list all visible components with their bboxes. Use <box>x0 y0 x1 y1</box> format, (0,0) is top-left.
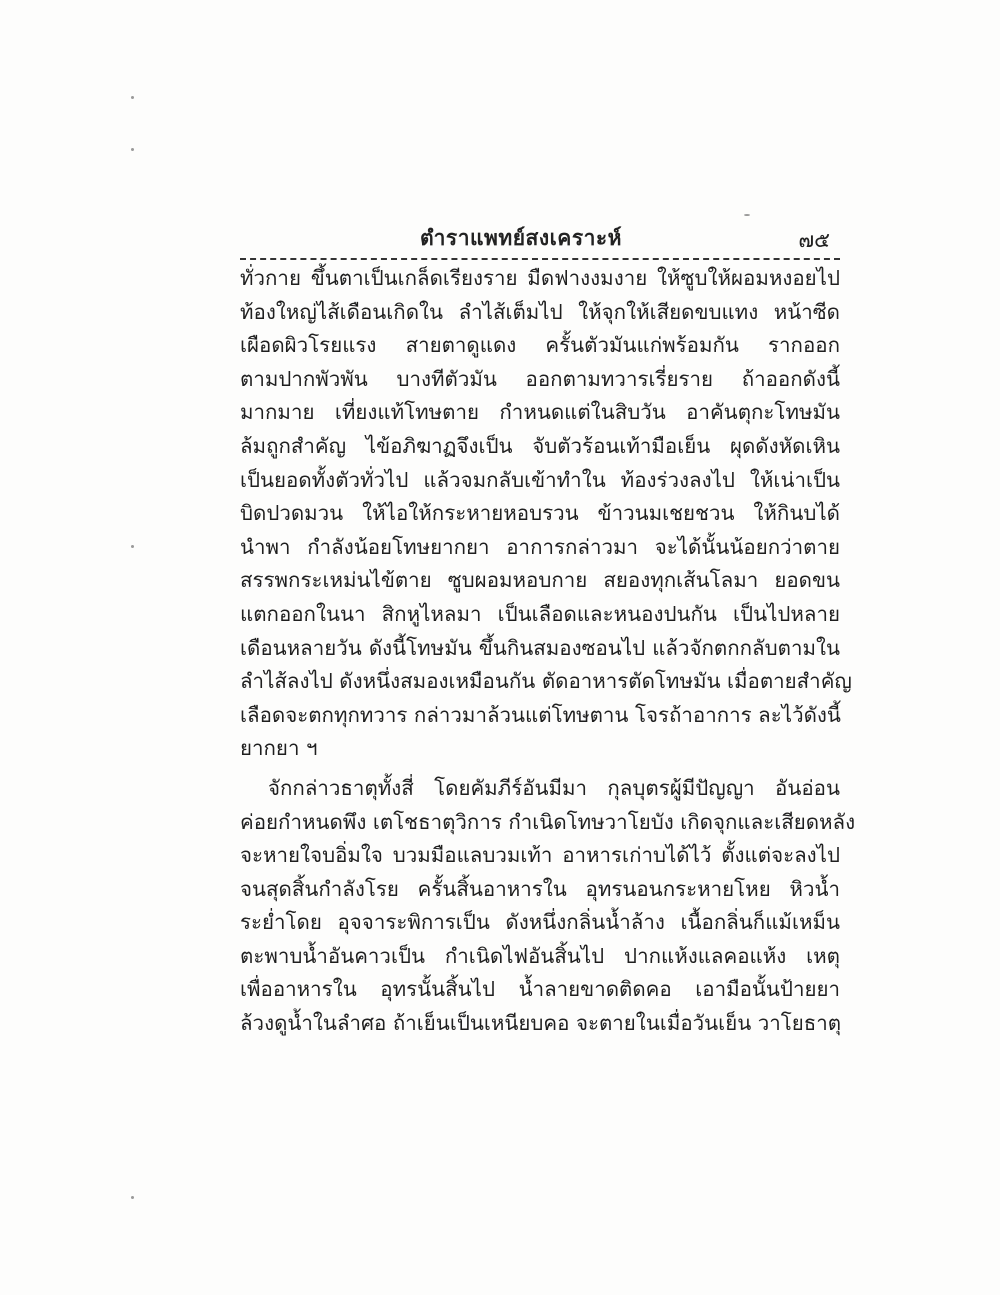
body-text <box>240 262 856 1041</box>
text-line: ลำไส้ลงไป ดังหนึ่งสมองเหมือนกัน ตัดอาหารตัดโทษมัน เมื่อตายสำคัญ <box>240 669 852 694</box>
text-line: นำพา กำลังน้อยโทษยากยา อาการกล่าวมา จะได้นั้นน้อยกว่าตาย <box>240 534 840 559</box>
header-rule <box>240 258 840 260</box>
text-line: ตะพาบน้ำอันคาวเป็น กำเนิดไฟอันสิ้นไป ปากแห้งแลคอแห้ง เหตุ <box>240 943 840 968</box>
text-line: สรรพกระเหม่นไข้ตาย ซูบผอมหอบกาย สยองทุกเส้นโลมา ยอดขน <box>240 568 840 593</box>
text-line: บิดปวดมวน ให้ไอให้กระหายหอบรวน ข้าวนมเชยชวน ให้กินบได้ <box>240 501 840 526</box>
page-speck <box>744 214 750 216</box>
text-line: ระย่ำโดย อุจจาระพิการเป็น ดังหนึ่งกลิ่นน้ำล้าง เนื้อกลิ่นก็แม้เหม็น <box>240 910 840 935</box>
page-speck <box>131 545 134 548</box>
text-line: ล้วงดูน้ำในลำศอ ถ้าเย็นเป็นเหนียบคอ จะตายในเมื่อวันเย็น วาโยธาตุ <box>240 1011 842 1036</box>
page-speck <box>131 96 134 99</box>
paragraph-first-line: จักกล่าวธาตุทั้งสี่ โดยคัมภีร์อันมีมา กุลบุตรผู้มีปัญญา อันอ่อน <box>268 775 840 800</box>
page-speck <box>131 1196 134 1199</box>
text-line: ทั่วกาย ขึ้นตาเป็นเกล็ดเรียงราย มืดฟางงมงาย ให้ซูบให้ผอมหงอยไป <box>240 266 840 290</box>
text-line: เลือดจะตกทุกทวาร กล่าวมาล้วนแต่โทษตาน โจรถ้าอาการ ละไว้ดังนี้ <box>240 702 841 727</box>
text-line: เดือนหลายวัน ดังนี้โทษมัน ขึ้นกินสมองซอนไป แล้วจักตกกลับตามใน <box>240 635 840 660</box>
running-title: ตำราแพทย์สงเคราะห์ <box>420 225 623 250</box>
text-line: ค่อยกำหนดพึง เตโชธาตุวิการ กำเนิดโทษวาโยบัง เกิดจุกและเสียดหลัง <box>240 809 856 834</box>
page-header <box>240 222 840 254</box>
text-line: จะหายใจบอิ่มใจ บวมมือแลบวมเท้า อาหารเก่าบได้ไว้ ตั้งแต่จะลงไป <box>240 843 840 868</box>
text-line: ท้องใหญ่ไส้เดือนเกิดใน ลำไส้เต็มไป ให้จุกให้เสียดขบแทง หน้าซีด <box>240 299 840 324</box>
paragraph-end-line: ยากยา ฯ <box>240 736 318 761</box>
text-line: เพื่ออาหารใน อุทรนั้นสิ้นไป น้ำลายขาดติดคอ เอามือนั้นป้ายยา <box>240 977 840 1002</box>
text-line: ล้มถูกสำคัญ ไข้อภิฆาฏจึงเป็น จับตัวร้อนเท้ามือเย็น ผุดดังหัดเหิน <box>240 433 840 458</box>
text-line: ตามปากพัวพัน บางทีตัวมัน ออกตามทวารเรี่ยราย ถ้าออกดังนี้ <box>240 366 840 391</box>
text-line: แตกออกในนา สิกหูไหลมา เป็นเลือดและหนองปนกัน เป็นไปหลาย <box>240 601 840 626</box>
text-line: เผือดผิวโรยแรง สายตาดูแดง ครั้นตัวมันแก่พร้อมกัน รากออก <box>240 333 840 358</box>
text-line: เป็นยอดทั้งตัวทั่วไป แล้วจมกลับเข้าทำใน ท้องร่วงลงไป ให้เน่าเป็น <box>240 467 840 492</box>
page-speck <box>131 148 134 151</box>
text-line: มากมาย เที่ยงแท้โทษตาย กำหนดแต่ในสิบวัน อาคันตุกะโทษมัน <box>240 400 840 425</box>
page-number: ๗๕ <box>798 228 830 252</box>
text-line: จนสุดสิ้นกำลังโรย ครั้นสิ้นอาหารใน อุทรนอนกระหายโหย หิวน้ำ <box>240 876 840 901</box>
